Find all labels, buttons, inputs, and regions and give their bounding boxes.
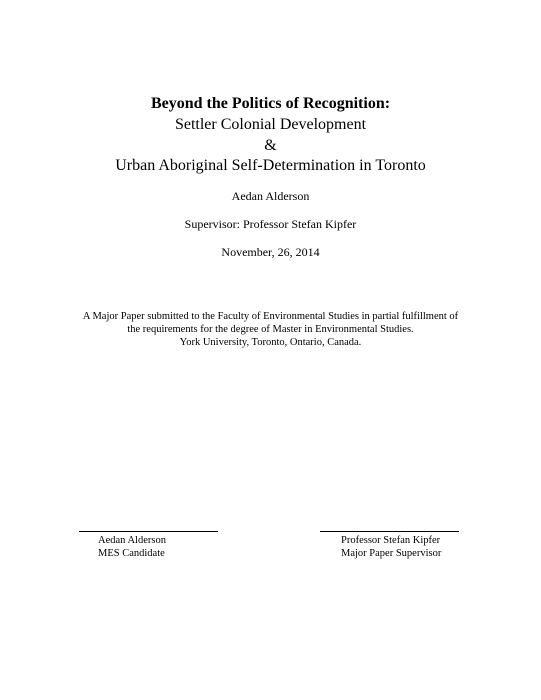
signature-line-supervisor [320,531,459,532]
description-line-2: the requirements for the degree of Master in Environmental Studies. [127,324,414,335]
signature-candidate-role: MES Candidate [98,548,165,559]
signature-candidate-name: Aedan Alderson [98,535,166,546]
signature-supervisor-role: Major Paper Supervisor [341,548,442,559]
title-main: Beyond the Politics of Recognition: [150,95,391,112]
description-line-3: York University, Toronto, Ontario, Canada. [179,337,362,348]
signature-block-supervisor [320,531,459,571]
signature-line-candidate [79,531,218,532]
description-line-1: A Major Paper submitted to the Faculty of Environmental Studies in partial fulfillment of [82,311,459,322]
submission-date: November, 26, 2014 [221,245,320,259]
signature-block-candidate [79,531,218,571]
supervisor-line: Supervisor: Professor Stefan Kipfer [184,217,357,231]
title-line-4: Urban Aboriginal Self-Determination in Toronto [115,157,426,174]
signature-supervisor-name: Professor Stefan Kipfer [341,535,441,546]
title-line-3: & [264,137,277,154]
title-line-2: Settler Colonial Development [174,116,367,133]
author-name: Aedan Alderson [231,189,310,203]
